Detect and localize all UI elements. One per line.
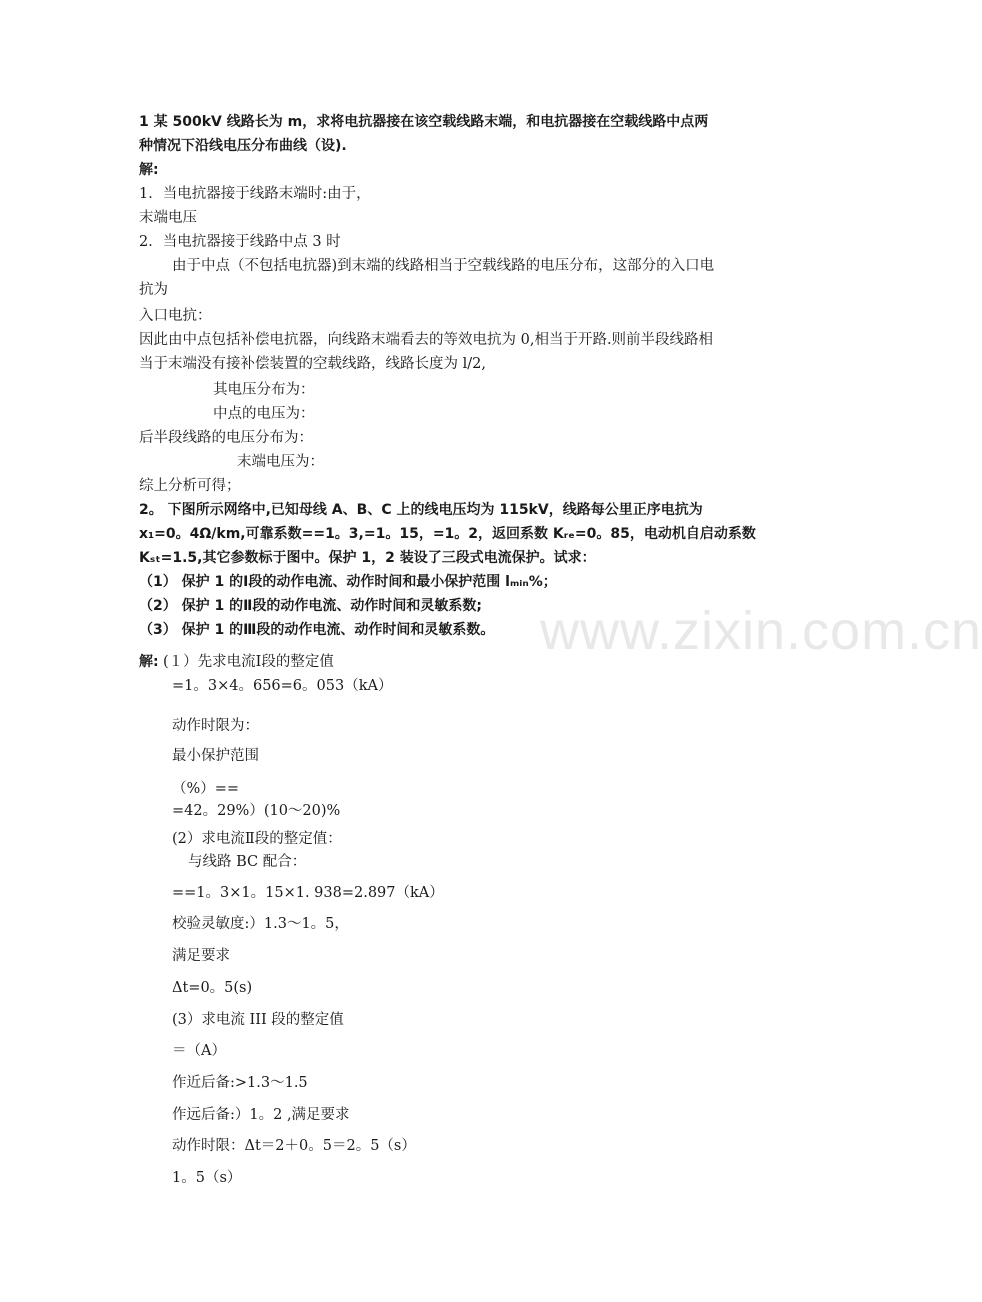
problem2-line: （3） 保护 1 的Ⅲ段的动作电流、动作时间和灵敏系数。	[139, 622, 495, 638]
problem1-title-line1: 1 某 500kV 线路长为 m，求将电抗器接在该空载线路末端，和电抗器接在空载线路中点两	[139, 114, 709, 130]
solution2-line: ==1。3×1。15×1. 938=2.897（kA）	[172, 885, 444, 901]
solution2-line: (2）求电流Ⅱ段的整定值：	[172, 831, 342, 847]
solution2-line: 作近后备:>1.3～1.5	[172, 1075, 308, 1091]
problem1-line: 当于末端没有接补偿装置的空载线路，线路长度为 l/2,	[139, 356, 486, 372]
problem1-line: 末端电压为：	[237, 454, 324, 470]
problem2-line: x₁=0。4Ω/km,可靠系数==1。3,=1。15，=1。2，返回系数 Kᵣₑ=0。85，电动机自启动系数	[139, 526, 756, 542]
problem1-line: 由于中点（不包括电抗器)到末端的线路相当于空载线路的电压分布，这部分的入口电	[172, 258, 715, 274]
problem1-solution-label: 解:	[139, 162, 159, 178]
problem1-title-line2: 种情况下沿线电压分布曲线（设).	[139, 138, 347, 154]
solution2-line: ＝（A）	[172, 1043, 226, 1059]
problem2-line: Kₛₜ=1.5,其它参数标于图中。保护 1，2 装设了三段式电流保护。试求：	[139, 550, 596, 566]
solution2-line: 满足要求	[172, 948, 230, 964]
solution2-line: 动作时限为：	[172, 718, 259, 734]
solution2-line: 与线路 BC 配合：	[188, 854, 307, 870]
watermark: www.zixin.com.cn	[540, 601, 982, 661]
problem1-line: 1．当电抗器接于线路末端时:由于，	[139, 186, 371, 202]
solution2-label: 解:	[139, 654, 159, 670]
solution2-line: (3）求电流 III 段的整定值	[172, 1012, 344, 1028]
problem1-line: 综上分析可得；	[139, 478, 241, 494]
problem1-line: 末端电压	[139, 210, 197, 226]
problem2-line: 2。 下图所示网络中,已知母线 A、B、C 上的线电压均为 115kV，线路每公里正序电抗为	[139, 502, 703, 518]
problem1-line: 因此由中点包括补偿电抗器，向线路末端看去的等效电抗为 0,相当于开路.则前半段线路相	[139, 332, 714, 348]
problem1-line: 其电压分布为：	[213, 382, 315, 398]
solution2-line: （%）==	[172, 781, 240, 797]
problem1-line: 入口电抗：	[139, 308, 212, 324]
problem1-line: 抗为	[139, 282, 168, 298]
problem1-line: 后半段线路的电压分布为：	[139, 430, 313, 446]
solution2-line: 动作时限：Δt＝2＋0。5＝2。5（s）	[172, 1138, 416, 1154]
solution2-line: 校验灵敏度:）1.3～1。5，	[172, 916, 349, 932]
solution2-line: =42。29%）(10～20)%	[172, 803, 341, 819]
solution2-line: 1。5（s）	[172, 1170, 242, 1186]
problem2-line: （1） 保护 1 的Ⅰ段的动作电流、动作时间和最小保护范围 lₘᵢₙ%；	[139, 574, 557, 590]
solution2-first-line: (１）先求电流Ⅰ段的整定值	[163, 654, 334, 670]
solution2-line: =1。3×4。656=6。053（kA）	[172, 678, 393, 694]
solution2-line: 最小保护范围	[172, 748, 259, 764]
problem1-line: 中点的电压为：	[213, 406, 315, 422]
problem2-line: （2） 保护 1 的Ⅱ段的动作电流、动作时间和灵敏系数;	[139, 598, 482, 614]
problem1-line: 2．当电抗器接于线路中点 3 时	[139, 234, 341, 250]
solution2-line: 作远后备:）1。2 ,满足要求	[172, 1107, 350, 1123]
solution2-line: Δt=0。5(s)	[172, 980, 253, 996]
